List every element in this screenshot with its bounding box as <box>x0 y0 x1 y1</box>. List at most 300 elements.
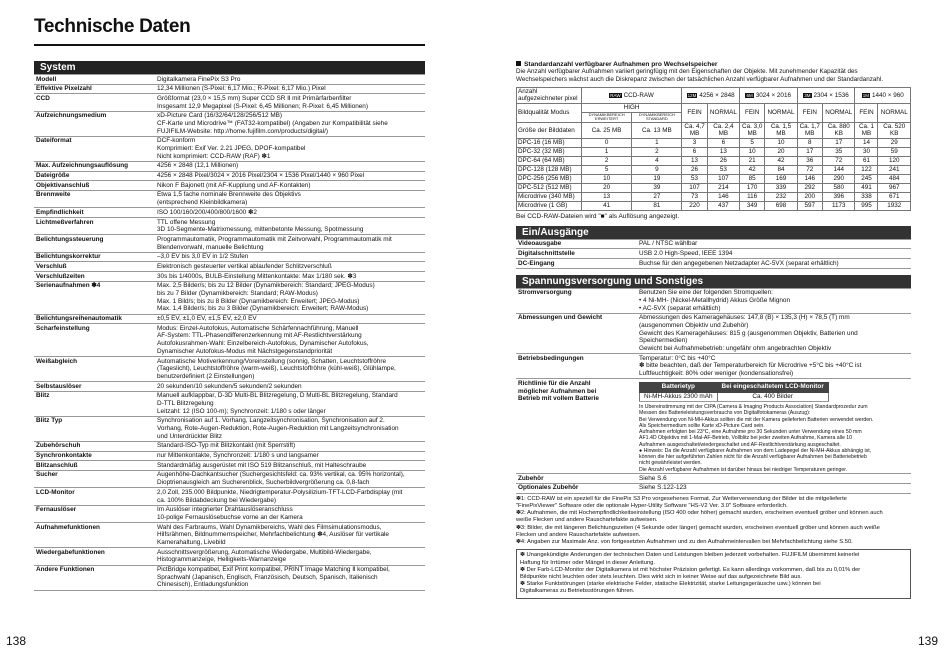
media-label: DPC-16 (16 MB) <box>517 138 582 147</box>
text-line: Autofokusrahmen-Wahl: Einzelbereich-Autofokus, Dynamischer Autofokus, <box>157 340 369 348</box>
spec-value <box>155 548 425 565</box>
spec-label: Aufzeichnungsmedium <box>34 111 155 136</box>
spec-value <box>155 461 425 471</box>
battery-table <box>639 382 829 402</box>
hdr-pixels: Anzahl aufgezeichneter pixel <box>517 87 582 103</box>
battery-details <box>637 379 911 474</box>
battery-type-header: Batterietyp <box>640 382 718 392</box>
spec-label: CCD <box>34 94 155 111</box>
text-line: Digitalkamera FinePix S3 Pro <box>157 75 241 83</box>
spec-row <box>34 441 425 451</box>
capacity-cell: 27 <box>632 192 682 201</box>
spec-value <box>155 470 425 487</box>
ccd-raw-note: Bei CCD-RAW-Dateien wird "■" als Auflösung angezeigt. <box>516 212 680 220</box>
text-line: Aufnahmen erfolgten bei 23°C, eine Aufnahme pro 30 Sekunden unter Verwendung eines 50 mm <box>639 429 862 436</box>
quality-cell: FEIN <box>797 103 823 122</box>
spec-row <box>34 94 425 111</box>
capacity-cell: 437 <box>707 201 739 210</box>
quality-cell: NORMAL <box>823 103 855 122</box>
capacity-cell: 39 <box>632 183 682 192</box>
spec-label: Dateiformat <box>34 136 155 161</box>
text-line: Haftung für Irrtümer oder Mängel in dieser Anleitung. <box>520 559 656 566</box>
capacity-row <box>517 174 911 183</box>
spec-row <box>34 391 425 416</box>
capacity-cell: 41 <box>581 201 632 210</box>
size-cell: Ca. 4,7 MB <box>682 122 708 138</box>
spec-label: Objektivanschluß <box>34 181 155 191</box>
size-cell: Ca. 1 MB <box>855 122 878 138</box>
text-line: USB 2.0 High-Speed, IEEE 1394 <box>639 249 733 257</box>
text-line: und Unterdrückter Blitz <box>157 432 222 440</box>
spec-label: Aufnahmefunktionen <box>34 523 155 548</box>
capacity-intro <box>516 68 911 84</box>
spec-value <box>155 391 425 416</box>
spec-label: Belichtungskorrektur <box>34 252 155 262</box>
spec-row <box>34 357 425 382</box>
capacity-cell: 9 <box>632 165 682 174</box>
capacity-cell: 169 <box>765 174 797 183</box>
spec-value <box>155 111 425 136</box>
spec-label: Belichtungssteuerung <box>34 235 155 252</box>
text-line: Nikon F Bajonett (mit AF-Kupplung und AF-Kontakten) <box>157 181 311 189</box>
spec-row <box>516 288 911 313</box>
capacity-cell: 396 <box>823 192 855 201</box>
capacity-cell: 61 <box>855 156 878 165</box>
spec-value <box>155 416 425 441</box>
capacity-cell: 35 <box>823 147 855 156</box>
spec-value <box>155 235 425 252</box>
size-cell: Ca. 520 KB <box>878 122 911 138</box>
media-label: DPC-64 (64 MB) <box>517 156 582 165</box>
dyn-standard: DYNAMIKBEREICH STANDARD <box>632 112 682 122</box>
spec-value <box>637 288 911 313</box>
text-line: 30s bis 1/4000s, BULB-Einstellung Mittenkontakte: Max 1/180 sek. ✽3 <box>157 272 357 280</box>
capacity-cell: 30 <box>855 147 878 156</box>
spec-value <box>155 314 425 324</box>
spec-value <box>155 357 425 382</box>
capacity-cell: 29 <box>878 138 911 147</box>
media-label: DPC-256 (256 MB) <box>517 174 582 183</box>
spec-row <box>34 281 425 314</box>
text-line: benutzerdefiniert (2 Einstellungen) <box>157 372 255 380</box>
capacity-cell: 671 <box>878 192 911 201</box>
text-line: Siehe S.6 <box>639 474 667 482</box>
spec-row <box>34 136 425 161</box>
text-line: Benutzen Sie eine der folgenden Stromquellen: <box>639 289 773 297</box>
text-line: xD-Picture Card (16/32/64/128/256/512 MB) <box>157 112 283 120</box>
capacity-cell: 245 <box>855 174 878 183</box>
text-line: Dioptrienausgleich am Sucherenblick, Sucherbildvergrößerung ca. 0,8-fach <box>157 479 370 487</box>
spec-value <box>155 136 425 161</box>
capacity-cell: 84 <box>765 165 797 174</box>
page-number-right: 139 <box>918 634 939 648</box>
size-cell: Ca. 13 MB <box>632 122 682 138</box>
section-band-power: Spannungsversorgung und Sonstiges <box>516 275 911 288</box>
spec-label: Modell <box>34 75 155 85</box>
text-line: Siehe S.122-123 <box>639 484 687 492</box>
spec-row <box>34 523 425 548</box>
spec-label: Effektive Pixelzahl <box>34 84 155 94</box>
spec-label: Dateigröße <box>34 171 155 181</box>
size-cell: Ca. 1,7 MB <box>797 122 823 138</box>
hdr-1m: 1M 1440 × 960 <box>855 87 911 103</box>
text-line: ✽ Unangekündigte Änderungen der technischen Daten und Leistungen bleiben jederzeit vorbehalten. FUJIFILM übernimmt keinerlei <box>520 552 860 559</box>
text-line: Nicht komprimiert: CCD-RAW (RAF) ✽1 <box>157 152 271 160</box>
spec-row <box>34 218 425 235</box>
text-line: PAL / NTSC wählbar <box>639 240 698 248</box>
hdr-quality: Bildqualität Modus <box>517 103 582 122</box>
text-line: ✽3: Bilder, die mit längeren Belichtungszeiten (4 Sekunde oder länger) gemacht wurden, erscheinen eventuell gröber und können auch weiße <box>516 524 880 531</box>
capacity-cell: 967 <box>878 183 911 192</box>
text-line: Kamerahaltung, Livebild <box>157 538 226 546</box>
text-line: ISO 100/160/200/400/800/1600 ✽2 <box>157 208 257 216</box>
text-line: D-TTL Blitzregelung <box>157 399 214 407</box>
page-number-left: 138 <box>6 634 27 648</box>
capacity-cell: 241 <box>878 165 911 174</box>
text-line: ● Hinweis: Da die Anzahl verfügbarer Aufnahmen von dem Ladepegel der Ni-MH-Akkus abhängig ist, <box>639 447 872 454</box>
text-line: Abmessungen des Kameragehäuses: 147,8 (B) × 135,3 (H) × 78,5 (T) mm <box>639 314 850 322</box>
size-cell: Ca. 1,5 MB <box>765 122 797 138</box>
capacity-cell: 6 <box>682 147 708 156</box>
spec-label: Zubehör <box>516 474 637 484</box>
text-line: ca. 100% Bildabdeckung bei Wiedergabe) <box>157 496 277 504</box>
capacity-cell: 116 <box>739 192 765 201</box>
text-line: Die Anzahl verfügbarer Aufnahmen ist darüber hinaus bei niedriger Temperaturen geringer. <box>639 466 848 473</box>
spec-label: Lichtmeßverfahren <box>34 218 155 235</box>
text-line: • AC-5VX (separat erhältlich) <box>639 304 721 312</box>
text-line: ✽2: Aufnahmen, die mit Hochempfindlichkeitseinstellung (ISO 400 oder höher) gemacht wurden, erscheinen eventuell gröber und können auch <box>516 510 883 517</box>
text-line: möglicher Aufnahmen bei <box>518 387 597 395</box>
capacity-cell: 21 <box>739 156 765 165</box>
spec-row <box>34 324 425 357</box>
text-line: Luftfeuchtigkeit: 80% oder weniger (kondensationsfrei) <box>639 370 794 378</box>
power-table <box>516 288 911 494</box>
text-line: 4256 × 2848 (12,1 Millionen) <box>157 162 239 170</box>
spec-value <box>155 382 425 392</box>
spec-value <box>155 324 425 357</box>
spec-value <box>155 281 425 314</box>
spec-row <box>34 488 425 505</box>
capacity-cell: 4 <box>632 156 682 165</box>
capacity-cell: 13 <box>682 156 708 165</box>
battery-label <box>516 379 637 474</box>
dyn-extended: DYNAMIKBEREICH ERWEITERT <box>581 112 632 122</box>
spec-value <box>155 523 425 548</box>
media-label: Microdrive (1 GB) <box>517 201 582 210</box>
text-line: Flecken und andere Rauschartefakte aufweisen. <box>516 531 641 538</box>
text-line: 4256 × 2848 Pixel/3024 × 2016 Pixel/2304 × 1536 Pixel/1440 × 960 Pixel <box>157 172 365 180</box>
text-line: Vorhang, Rote-Augen-Reduktion, Rote-Augen-Reduktion mit Langzeitsynchronisation <box>157 425 399 432</box>
capacity-cell: 53 <box>682 174 708 183</box>
text-line: Max. 2,5 Bilder/s; bis zu 12 Bilder (Dynamikbereich: Standard; JPEG-Modus) <box>157 282 375 290</box>
text-line: Leitzahl: 12 (ISO 100-m); Synchronzeit: 1/180 s oder länger <box>157 407 326 415</box>
spec-label: Andere Funktionen <box>34 565 155 590</box>
spec-label: DC-Eingang <box>516 259 637 269</box>
text-line: Sprachwahl (Japanisch, Englisch, Französisch, Deutsch, Spanisch, Italienisch <box>157 573 378 581</box>
capacity-cell: 290 <box>823 174 855 183</box>
spec-row <box>34 161 425 171</box>
spec-row <box>516 474 911 484</box>
text-line: ±0,5 EV, ±1,0 EV, ±1,5 EV, ±2,0 EV <box>157 315 257 323</box>
capacity-cell: 26 <box>682 165 708 174</box>
spec-row <box>34 272 425 282</box>
text-line: TTL offene Messung <box>157 218 216 226</box>
section-band-io: Ein/Ausgänge <box>516 226 911 239</box>
system-spec-table <box>34 74 425 591</box>
size-cell: Ca. 880 KB <box>823 122 855 138</box>
text-line: CF-Karte und Microdrive™ (FAT32-kompatibel) (Angaben zur Kompatibilität siehe <box>157 119 388 127</box>
capacity-cell: 292 <box>797 183 823 192</box>
spec-row <box>34 75 425 85</box>
text-line: (ausgenommen Objektiv und Zubehör) <box>639 322 749 330</box>
capacity-cell: 349 <box>739 201 765 210</box>
raw-icon: RAW <box>610 92 621 98</box>
capacity-row <box>517 201 911 210</box>
spec-value <box>637 474 911 484</box>
spec-value <box>155 451 425 461</box>
text-line: Bei Verwendung von Ni-MH-Akkus sollten die mit der Kamera gelieferten Batterien verwendet werden. <box>639 416 874 423</box>
text-line: Die Anzahl verfügbarer Aufnahmen variiert geringfügig mit den Eigenschaften der Objekte. Mit zunehmender Kapazität des <box>516 68 858 75</box>
capacity-cell: 146 <box>707 192 739 201</box>
capacity-cell: 144 <box>823 165 855 174</box>
spec-row <box>34 111 425 136</box>
capacity-cell: 13 <box>581 192 632 201</box>
text-line: Synchronisation auf 1. Vorhang, Langzeitsynchronisation, Synchronisation auf 2. <box>157 417 385 425</box>
spec-label: Stromversorgung <box>516 288 637 313</box>
spec-label: Blitz <box>34 391 155 416</box>
capacity-cell: 200 <box>797 192 823 201</box>
spec-label: Blitz Typ <box>34 416 155 441</box>
spec-row <box>34 235 425 252</box>
text-line: ✽4: Angaben zur Maximale Anz. von fortgesetzten Aufnahmen und zu den Aufnahmeintervallen bei Mehrfachbelichtung siehe S.50. <box>516 539 853 546</box>
text-line: AF-System: TTL-Phasendifferenzerkennung mit AF-Restlichtverstärkung <box>157 332 362 340</box>
capacity-cell: 17 <box>823 138 855 147</box>
size-6m-icon: 6M <box>746 92 753 98</box>
capacity-cell: 53 <box>707 165 739 174</box>
text-line: 20 sekunden/10 sekunden/5 sekunden/2 sekunden <box>157 382 302 390</box>
capacity-cell: 42 <box>765 156 797 165</box>
capacity-cell: 120 <box>878 156 911 165</box>
text-line: Betrieb mit vollem Batterie <box>518 395 599 403</box>
spec-value <box>155 565 425 590</box>
text-line: Etwa 1,5 fache nominale Brennweite des Objektivs <box>157 191 301 199</box>
text-line: Wechselspeichers wächst auch die Diskrepanz zwischen der tatsächlichen Anzahl verfügbarer Aufnahmen und der Standardanzahl. <box>516 75 884 83</box>
capacity-cell: 19 <box>632 174 682 183</box>
spec-value <box>155 262 425 272</box>
media-label: DPC-512 (512 MB) <box>517 183 582 192</box>
capacity-cell: 107 <box>682 183 708 192</box>
quality-cell: NORMAL <box>765 103 797 122</box>
capacity-row <box>517 156 911 165</box>
text-line: Dynamischer Autofokus-Modus mit Nächstgegenstandpriorität <box>157 347 333 355</box>
size-cell: Ca. 25 MB <box>581 122 632 138</box>
text-line: Im Auslöser integrierter Drahtauslöseranschluss <box>157 506 293 514</box>
spec-label: Brennweite <box>34 190 155 207</box>
spec-value <box>637 249 911 259</box>
text-line: Gewicht des Kameragehäuses: 815 g (ausgenommen Objektiv, Batterien und <box>639 329 858 337</box>
capacity-cell: 20 <box>765 147 797 156</box>
spec-row <box>516 483 911 493</box>
spec-value <box>155 505 425 522</box>
spec-value <box>155 161 425 171</box>
quality-cell: FEIN <box>855 103 878 122</box>
spec-value <box>155 218 425 235</box>
capacity-cell: 580 <box>823 183 855 192</box>
spec-label: Belichtungsreihenautomatik <box>34 314 155 324</box>
text-line: Wahl des Farbraums, Wahl Dynamikbereichs, Wahl des Filmsimulationsmodus, <box>157 523 382 531</box>
capacity-cell: 1 <box>632 138 682 147</box>
text-line: ✽1: CCD-RAW ist ein speziell für die FinePix S3 Pro vorgesehenes Format. Zur Weiterverwendung der Bilder ist die mitgelieferte <box>516 495 847 502</box>
capacity-cell: 146 <box>797 174 823 183</box>
spec-row <box>34 208 425 218</box>
text-line: Histogrammanzeige, Helligkeits-Warnanzeige <box>157 556 287 564</box>
capacity-cell: 6 <box>707 138 739 147</box>
spec-value <box>637 239 911 249</box>
spec-label: Synchronkontakte <box>34 451 155 461</box>
spec-row <box>34 382 425 392</box>
capacity-cell: 122 <box>855 165 878 174</box>
capacity-cell: 214 <box>707 183 739 192</box>
text-line: 2,0 Zoll, 235.000 Bildpunkte, Niedrigtemperatur-Polysilizium-TFT-LCD-Farbdisplay (mit <box>157 488 403 496</box>
capacity-cell: 72 <box>823 156 855 165</box>
footnotes <box>516 496 911 547</box>
text-line: Komprimiert: Exif Ver. 2.21 JPEG, DPOF-kompatibel <box>157 145 306 152</box>
capacity-cell: 339 <box>765 183 797 192</box>
quality-cell: NORMAL <box>878 103 911 122</box>
text-line: Buchse für den angegebenen Netzadapter AC-5VX (separat erhältlich) <box>639 259 839 267</box>
spec-label: Zubehörschuh <box>34 441 155 451</box>
spec-value <box>155 75 425 85</box>
size-12m-icon: 12M <box>687 92 697 98</box>
text-line: Modus: Einzel-Autofokus, Automatische Schärfennachführung, Manuell <box>157 324 359 332</box>
spec-value <box>155 171 425 181</box>
quality-cell: FEIN <box>739 103 765 122</box>
text-line: Insgesamt 12,9 Megapixel (S-Pixel: 6,45 Millionen; R-Pixel: 6,45 Millionen) <box>157 102 368 110</box>
text-line: Chinesisch), Entladungsfunktion <box>157 581 249 589</box>
media-label: DPC-32 (32 MB) <box>517 147 582 156</box>
capacity-cell: 2 <box>632 147 682 156</box>
spec-row <box>34 171 425 181</box>
capacity-cell: 20 <box>581 183 632 192</box>
capacity-cell: 59 <box>878 147 911 156</box>
spec-value <box>637 259 911 269</box>
capacity-cell: 10 <box>581 174 632 183</box>
spec-label: Scharfeinstellung <box>34 324 155 357</box>
spec-value <box>155 181 425 191</box>
spec-row <box>34 505 425 522</box>
text-line: Automatische Motiverkennung/Voreinstellung (sonnig, Schatten, Leuchtstoffröhre <box>157 357 387 365</box>
text-line: –3,0 EV bis 3,0 EV in 1/2 Stufen <box>157 253 249 261</box>
text-line: nicht gewährleistet werden. <box>639 460 702 467</box>
capacity-cell: 484 <box>878 174 911 183</box>
size-cell: Ca. 2,4 MB <box>707 122 739 138</box>
title-rule <box>34 44 425 46</box>
capacity-cell: 10 <box>739 147 765 156</box>
spec-row <box>34 181 425 191</box>
capacity-cell: 36 <box>797 156 823 165</box>
text-line: 10-polige Fernauslösebuchse vorne an der Kamera <box>157 513 303 521</box>
hdr-6m: 6M 3024 × 2016 <box>739 87 797 103</box>
text-line: bis zu 7 Bilder (Dynamikbereich: Standard; RAW-Modus) <box>157 290 318 297</box>
capacity-cell: 13 <box>707 147 739 156</box>
text-line: Max. 1,4 Bilder/s; bis zu 3 Bilder (Dynamikbereich: Erweitert; RAW-Modus) <box>157 305 369 313</box>
hdr-3m: 3M 2304 × 1536 <box>797 87 855 103</box>
page-title: Technische Daten <box>34 16 191 37</box>
spec-row <box>516 239 911 249</box>
media-label: Microdrive (340 MB) <box>517 192 582 201</box>
spec-row <box>34 470 425 487</box>
spec-row <box>34 252 425 262</box>
text-line: Max. 1 Bild/s; bis zu 8 Bilder (Dynamikbereich: Erweitert; JPEG-Modus) <box>157 297 360 305</box>
capacity-row <box>517 138 911 147</box>
spec-row <box>516 354 911 379</box>
spec-label: Betriebsbedingungen <box>516 354 637 379</box>
spec-label: Selbstauslöser <box>34 382 155 392</box>
spec-value <box>637 354 911 379</box>
battery-notes <box>639 404 909 473</box>
capacity-heading: Standardanzahl verfügbarer Aufnahmen pro Wechselspeicher <box>516 61 911 68</box>
spec-row <box>516 259 911 269</box>
capacity-cell: 10 <box>765 138 797 147</box>
spec-value <box>637 313 911 353</box>
spec-label: Max. Aufzeichnungsauflösung <box>34 161 155 171</box>
section-band-system: System <box>34 61 425 74</box>
capacity-row <box>517 147 911 156</box>
text-line: Größformat (23,0 × 15,5 mm) Super CCD SR Ⅱ mit Primärfarbenfilter <box>157 94 352 102</box>
spec-label: Verschlußzeiten <box>34 272 155 282</box>
battery-type: Ni-MH-Akkus 2300 mAh <box>640 392 718 402</box>
hdr-size: Größe der Bilddaten <box>517 122 582 138</box>
capacity-cell: 5 <box>739 138 765 147</box>
capacity-row <box>517 183 911 192</box>
text-line: Temperatur: 0°C bis +40°C <box>639 354 716 362</box>
capacity-cell: 8 <box>797 138 823 147</box>
text-line: ✽ bitte beachten, daß der Temperaturbereich für Microdrive +5°C bis +40°C ist <box>639 362 862 370</box>
capacity-cell: 72 <box>797 165 823 174</box>
capacity-table <box>516 87 911 211</box>
spec-value <box>155 441 425 451</box>
text-line: Hilfsrähmen, Bildnummernspeicher, Mehrfachbelichtung ✽4, Auslöser für vertikale <box>157 531 389 539</box>
capacity-cell: 17 <box>797 147 823 156</box>
spec-value <box>155 208 425 218</box>
spec-row <box>34 262 425 272</box>
text-line: Manuell aufklappbar, D-3D Multi-BL Blitzregelung, D Multi-BL Blitzregelung, Standard <box>157 392 398 400</box>
right-page <box>516 61 911 599</box>
capacity-cell: 0 <box>581 138 632 147</box>
battery-lcd-header: Bei eingeschaltetem LCD-Monitor <box>717 382 828 392</box>
capacity-cell: 42 <box>739 165 765 174</box>
capacity-cell: 107 <box>707 174 739 183</box>
capacity-cell: 698 <box>765 201 797 210</box>
capacity-row <box>517 192 911 201</box>
spec-label: Videoausgabe <box>516 239 637 249</box>
spec-label: Optionales Zubehör <box>516 483 637 493</box>
text-line: Messen des Batterieleistungsverbrauchs von Digitalfotokameras (Auszug): <box>639 410 811 417</box>
text-line: Speichermedien) <box>639 337 688 345</box>
text-line: 3D 10-Segmente-Matrixmessung, mittenbetonte Messung, Spotmessung <box>157 226 364 234</box>
hdr-high: HIGH <box>581 103 682 112</box>
spec-label: Wiedergabefunktionen <box>34 548 155 565</box>
capacity-cell: 85 <box>739 174 765 183</box>
text-line: Ausschnittsvergrößerung, Automatische Wiedergabe, Multibild-Wiedergabe, <box>157 548 372 556</box>
spec-row <box>34 565 425 590</box>
text-line: ✽ Starke Funktstörungen (starke elektrische Felder, statische Elektrizität, starke Leitungsgeräusche usw.) können bei <box>520 581 821 588</box>
text-line: Programmautomatik, Programmautomatik mit Zeitvorwahl, Programmautomatik mit <box>157 235 392 243</box>
quality-cell: FEIN <box>682 103 708 122</box>
text-line: (Tageslicht), Leuchtstoffröhre (warm-weiß), Leuchtstoffröhre (kühl-weiß), Glühlampe, <box>157 365 396 373</box>
text-line: In Übereinstimmung mit der CIPA (Camera & Imaging Products Association) Standardprozedur zum <box>639 404 868 411</box>
text-line: DCF-konform <box>157 137 196 145</box>
